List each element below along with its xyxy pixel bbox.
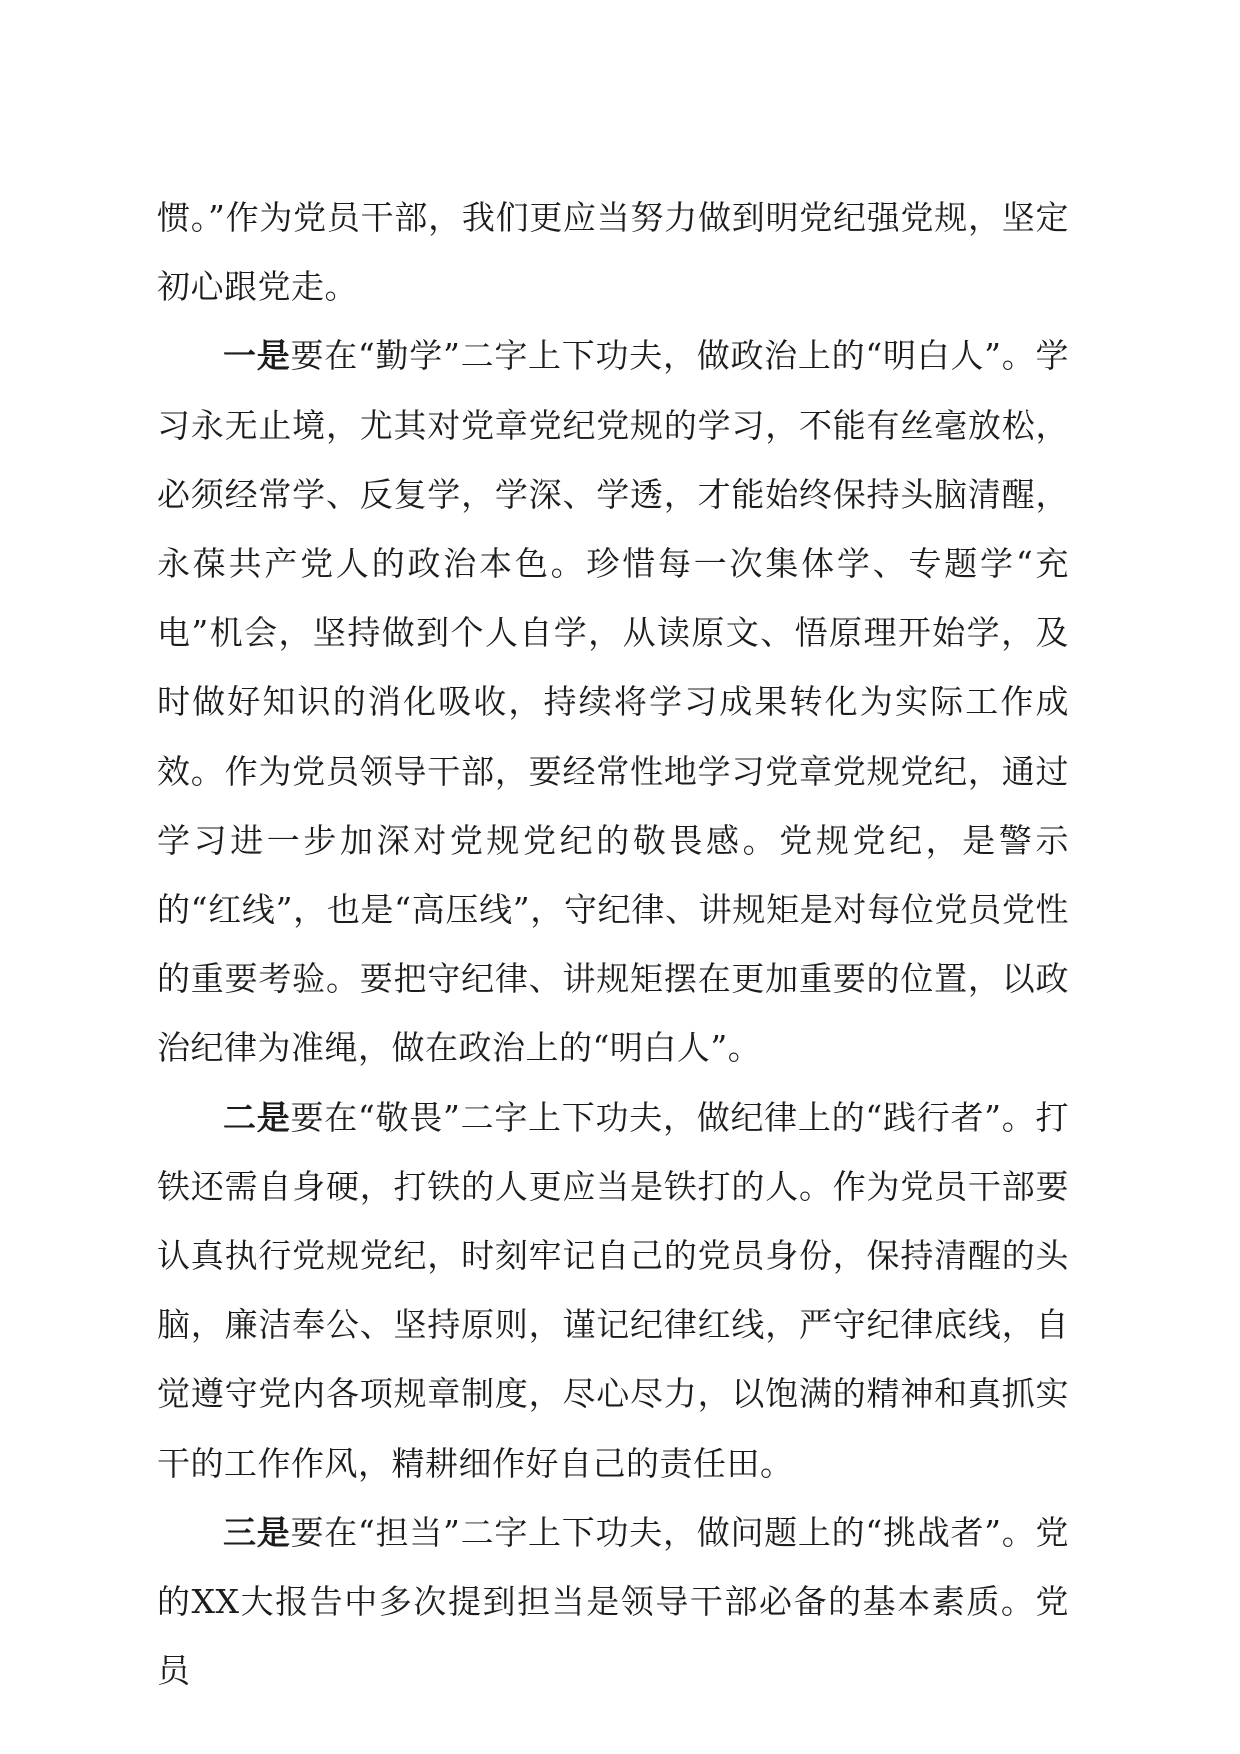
paragraph-text: 要在“勤学”二字上下功夫，做政治上的“明白人”。学习永无止境，尤其对党章党纪党规的学习，不能有丝毫放松，必须经常学、反复学，学深、学透，才能始终保持头脑清醒，永葆共产党人的政治本色。珍惜每一次集体学、专题学“充电”机会，坚持做到个人自学，从读原文、悟原理开始学，及时做好知识的消化吸收，持续将学习成果转化为实际工作成效。作为党员领导干部，要经常性地学习党章党规党纪，通过学习进一步加深对党规党纪的敬畏感。党规党纪，是警示的“红线”，也是“高压线”，守纪律、讲规矩是对每位党员党性的重要考验。要把守纪律、讲规矩摆在更加重要的位置，以政治纪律为准绳，做在政治上的“明白人”。 bbox=[157, 336, 1070, 1068]
paragraph-continuation: 惯。”作为党员干部，我们更应当努力做到明党纪强党规，坚定初心跟党走。 bbox=[157, 198, 1069, 307]
paragraph-text: 要在“敬畏”二字上下功夫，做纪律上的“践行者”。打铁还需自身硬，打铁的人更应当是铁打的人。作为党员干部要认真执行党规党纪，时刻牢记自己的党员身份，保持清醒的头脑，廉洁奉公、坚持原则，谨记纪律红线，严守纪律底线，自觉遵守党内各项规章制度，尽心尽力，以饱满的精神和真抓实干的工作作风，精耕细作好自己的责任田。 bbox=[157, 1097, 1070, 1483]
paragraph-text: 要在“担当”二字上下功夫，做问题上的“挑战者”。党的XX大报告中多次提到担当是领导干部必备的基本素质。党员 bbox=[157, 1512, 1070, 1691]
paragraph-lead: 三是 bbox=[223, 1512, 291, 1552]
paragraph-lead: 二是 bbox=[223, 1097, 291, 1137]
paragraph-first-point bbox=[157, 321, 1069, 1082]
document-body bbox=[157, 183, 1069, 1705]
paragraph-lead: 一是 bbox=[223, 336, 291, 376]
paragraph-second-point bbox=[157, 1083, 1069, 1498]
paragraph-third-point bbox=[157, 1498, 1069, 1706]
